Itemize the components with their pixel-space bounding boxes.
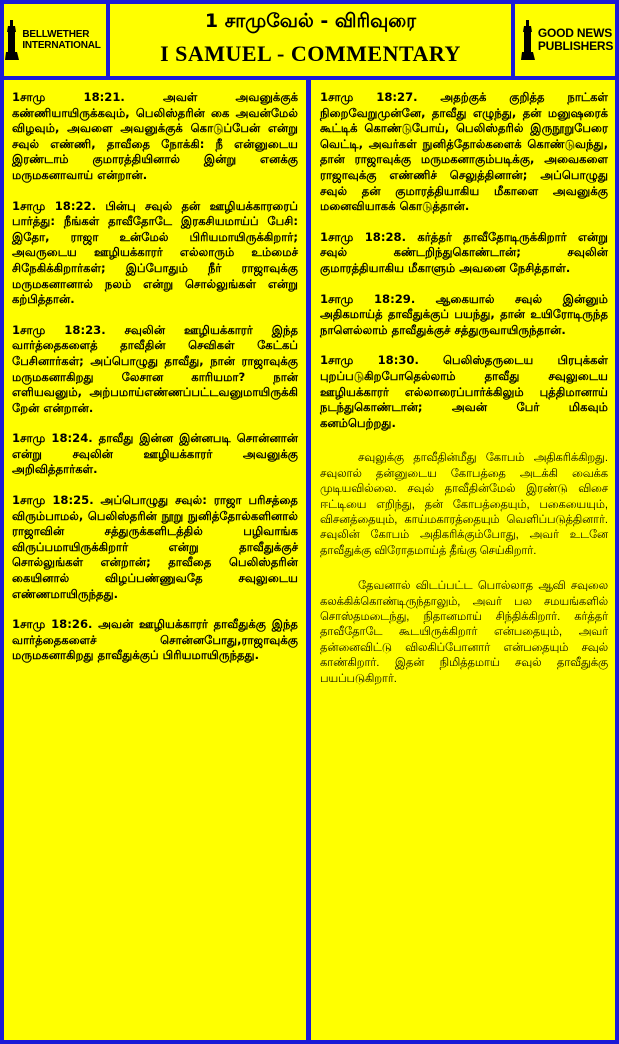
- verse-18-30: 1சாமு 18:30. பெலிஸ்தருடைய பிரபுக்கள் புறப்படுகிறபோதெல்லாம் தாவீது சவுலுடைய ஊழியக்காரர் எல்லாரைப்பார்க்கிலும் புத்திமானாய் நடந்துகொண்டான்; அவன் பேர் மிகவும் கனம்பெற்றது.: [320, 353, 608, 430]
- commentary-paragraph-1: சவுலுக்கு தாவீதின்மீது கோபம் அதிகரிக்கிறது. சவுலால் தன்னுடைய கோபத்தை அடக்கி வைக்க முடியவில்லை. சவுல் தாவீதின்மேல் இரண்டு விசை ஈட்டியை எறிந்து, தன் கோபத்தையும், பகையையும், விசனத்தையும், காய்மகாரத்தையும் வெளிப்படுத்தினார். சவுலின் கோபம் அதிகரிக்கும்போது, அவர் உடனே தாவீதுக்கு விரோதமாய்த் தீங்கு செய்கிறார்.: [320, 452, 608, 557]
- verse-18-25: 1சாமு 18:25. அப்பொழுது சவுல்: ராஜா பரிசத்தை விரும்பாமல், பெலிஸ்தரின் நூறு நுனித்தோல்களினால் ராஜாவின் சத்துருக்களிடத்தில் பழிவாங்க விருப்பமாயிருக்கிறார் என்று தாவீதுக்குச் சொல்லுங்கள் என்றான்; தாவீதை பெலிஸ்தரின் கையினால் விழப்பண்ணுவதே சவுலுடைய எண்ணமாயிருந்தது.: [12, 493, 298, 601]
- title-english: I SAMUEL - COMMENTARY: [160, 41, 461, 66]
- verse-18-28: 1சாமு 18:28. கர்த்தர் தாவீதோடிருக்கிறார் என்று சவுல் கண்டறிந்துகொண்டான்; சவுலின் குமாரத்தியாகிய மீகாளும் அவனை நேசித்தாள்.: [320, 229, 608, 275]
- bellwether-line1: BELLWETHER: [22, 28, 90, 40]
- verse-18-29: 1சாமு 18:29. ஆகையால் சவுல் இன்னும் அதிகமாய்த் தாவீதுக்குப் பயந்து, தான் உயிரோடிருந்த நாளெல்லாம் தாவீதுக்குச் சத்துருவாயிருந்தான்.: [320, 291, 608, 337]
- good-news-line2: PUBLISHERS: [537, 38, 614, 53]
- verse-18-21: 1சாமு 18:21. அவள் அவனுக்குக் கண்ணியாயிருக்கவும், பெலிஸ்தரின் கை அவன்மேல் விழவும், அவளை அவனுக்குக் கொடுப்பேன் என்று சவுல் எண்ணி, தாவீதை நோக்கி: நீ என்னுடைய இரண்டாம் குமாரத்தியினால் இன்று எனக்கு மருமகனாவாய் என்றான்.: [12, 90, 298, 182]
- verse-18-27: 1சாமு 18:27. அதற்குக் குறித்த நாட்கள் நிறைவேறுமுன்னே, தாவீது எழுந்து, தன் மனுஷரைக் கூட்டிக் கொண்டுபோய், பெலிஸ்தரில் இருநூறுபேரை வெட்டி, அவர்கள் நுனித்தோல்களைக் கொண்டுவந்து, தான் ராஜாவுக்கு மருமகனாகும்படிக்கு, அவைகளை ராஜாவுக்கு எண்ணிச் செலுத்தினான்; அப்பொழுது சவுல் தன் குமாரத்தியாகிய மீகாளை அவனுக்கு மனைவியாகக் கொடுத்தான்.: [320, 90, 608, 214]
- verse-18-24: 1சாமு 18:24. தாவீது இன்ன இன்னபடி சொன்னான் என்று சவுலின் ஊழியக்காரர் அவனுக்கு அறிவித்தார்கள்.: [12, 431, 298, 477]
- verse-18-22: 1சாமு 18:22. பின்பு சவுல் தன் ஊழியக்காரரைப் பார்த்து: நீங்கள் தாவீதோடே இரகசியமாய்ப் பேசி: இதோ, ராஜா உன்மேல் பிரியமாயிருக்கிறார்; அவருடைய ஊழியக்காரர் எல்லாரும் உம்மைச் சிநேகிக்கிறார்கள்; இப்போதும் நீர் ராஜாவுக்கு மருமகனானால் நலம் என்று சொல்லுங்கள் என்று கற்பித்தான்.: [12, 198, 298, 307]
- good-news-line1: GOOD NEWS: [537, 25, 613, 40]
- verse-18-23: 1சாமு 18:23. சவுலின் ஊழியக்காரர் இந்த வார்த்தைகளைத் தாவீதின் செவிகள் கேட்கப் பேசினார்கள்; அப்பொழுது தாவீது, நான் ராஜாவுக்கு மருமகனாகிறது லேசான காரியமா? நான் எளியவனும், அற்பமாய்எண்ணப்பட்டவனுமாயிருக்கி றேன் என்றான்.: [12, 322, 298, 415]
- verse-18-26: 1சாமு 18:26. அவன் ஊழியக்காரர் தாவீதுக்கு இந்த வார்த்தைகளைச் சொன்னபோது,ராஜாவுக்கு மருமகனாகிறது தாவீதுக்குப் பிரியமாயிருந்தது.: [12, 617, 298, 663]
- bellwether-line2: INTERNATIONAL: [22, 39, 101, 51]
- commentary-paragraph-2: தேவனால் விடப்பட்ட பொல்லாத ஆவி சவுலை கலக்கிக்கொண்டிருந்தாலும், அவர் பல சமயங்களில் சொஸ்தமடைந்து, நிதானமாய் சிந்திக்கிறார். கர்த்தர் தாவீதோடே கூடயிருக்கிறார் என்பதையும், அவர் தன்னைவிட்டு விலகிப்போனார் என்பதையும் சவுல் காண்கிறார். இதன் நிமித்தமாய் சவுல் தாவீதுக்கு பயப்படுகிறார்.: [320, 580, 608, 685]
- title-tamil: 1 சாமுவேல் - விரிவுரை: [204, 10, 417, 32]
